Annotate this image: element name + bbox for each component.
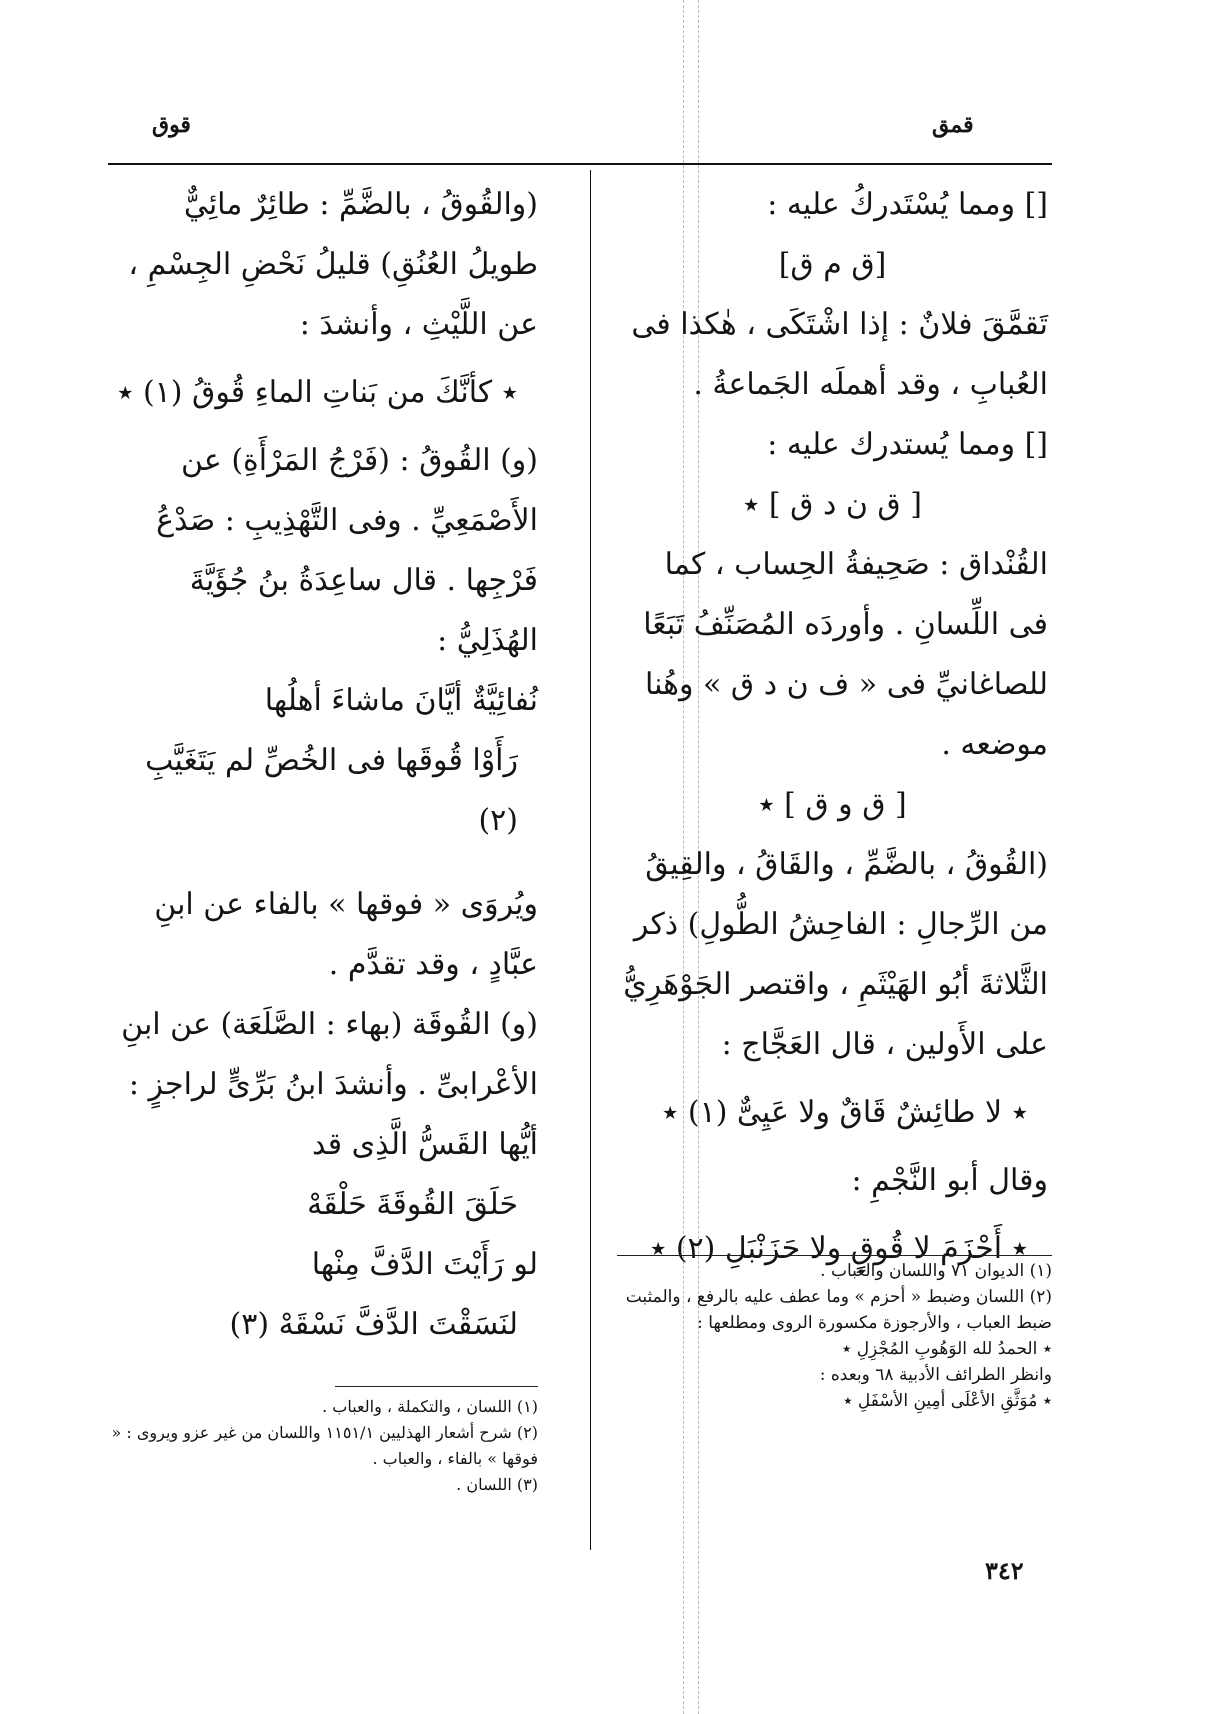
footnote-verse: ٭ الحمدُ لله الوَهُوبِ المُجْزِلِ ٭ (842, 1339, 1052, 1359)
footnote: (١) اللسان ، والتكملة ، والعباب . (322, 1397, 538, 1416)
body-paragraph: ويُروَى « فوقها » بالفاء عن ابنِ عبَّادٍ ، وقد تقدَّم . (154, 887, 538, 982)
left-footnotes (108, 1394, 538, 1498)
verse-hemistich: أيُّها القَسُّ الَّذِى قد (312, 1127, 538, 1162)
verse-hemistich: حَلَقَ القُوقَةَ حَلْقَهْ (307, 1187, 518, 1222)
right-footnotes (617, 1255, 1052, 1414)
body-paragraph: (والقُوقُ ، بالضَّمِّ : طائِرٌ مائِيٌّ طويلُ العُنُقِ) قليلُ نَحْضِ الجِسْمِ ، عن اللَّيْثِ ، وأنشدَ : (128, 187, 538, 342)
entry-heading: [ ق ن د ق ] ٭ (743, 487, 922, 522)
footnote-verse: ٭ مُوَثَّقِ الأعْلَى أمِينِ الأسْفَلِ ٭ (843, 1391, 1052, 1411)
footnote-rule (335, 1386, 538, 1387)
entry-header-left: قوق (152, 112, 191, 138)
verse-hemistich: نُفائِيَّةٌ أيَّانَ ماشاءَ أهلُها (264, 683, 538, 718)
footnote: (٢) شرح أشعار الهذليين ١١٥١/١ واللسان من غير عزو ويروى : « فوقها » بالفاء ، والعباب . (111, 1423, 538, 1468)
verse-line: ٭ أَحْزَمَ لا قُوقٍ ولا حَزَنْبَلِ (٢) ٭ (649, 1231, 1028, 1266)
footnote: وانظر الطرائف الأدبية ٦٨ وبعده : (819, 1365, 1052, 1385)
footnote: (٣) اللسان . (456, 1475, 538, 1494)
body-paragraph: وقال أبو النَّجْمِ : (851, 1163, 1048, 1198)
page-number: ٣٤٢ (985, 1556, 1024, 1585)
spacer (108, 851, 538, 875)
body-paragraph: [] ومما يُسْتَدركُ عليه : (767, 187, 1048, 222)
body-paragraph: [] ومما يُستدرك عليه : (767, 427, 1048, 462)
entry-heading: [ ق و ق ] ٭ (758, 787, 907, 822)
entry-heading: [ق م ق] (778, 247, 887, 282)
left-column (108, 175, 538, 1355)
entry-header-right: قمق (932, 112, 974, 138)
body-paragraph: (القُوقُ ، بالضَّمِّ ، والقَاقُ ، والقِيقُ من الرِّجالِ : الفاحِشُ الطُّولِ) ذكر الثَّلاثةَ أبُو الهَيْثَمِ ، واقتصر الجَوْهَرِيُّ على الأَولين ، قال العَجَّاج : (623, 847, 1048, 1062)
body-paragraph: القُنْداق : صَحِيفةُ الحِساب ، كما فى اللِّسانِ . وأوردَه المُصَنِّفُ تَبَعًا للصاغانيِّ فى « ف ن د ق » وهُنا موضعه . (643, 547, 1048, 762)
body-paragraph: تَقمَّقَ فلانٌ : إذا اشْتَكَى ، هٰكذا فى العُبابِ ، وقد أهملَه الجَماعةُ . (631, 307, 1048, 402)
verse-hemistich: لو رَأَيْتَ الدَّفَّ مِنْها (311, 1247, 538, 1282)
body-paragraph: (و) القُوقُ : (فَرْجُ المَرْأَةِ) عن الأَصْمَعِيِّ . وفى التَّهْذِيبِ : صَدْعُ فَرْجِها . قال ساعِدَةُ بنُ جُؤَيَّةَ الهُذَلِيُّ : (156, 443, 538, 658)
column-divider (590, 170, 591, 1550)
header-rule (108, 163, 1052, 165)
verse-line: ٭ كأنَّكَ من بَناتِ الماءِ قُوقُ (١) ٭ (117, 375, 518, 410)
body-paragraph: (و) القُوقَة (بهاء : الصَّلَعَة) عن ابنِ الأعْرابىِّ . وأنشدَ ابنُ بَرِّىٍّ لراجزٍ : (121, 1007, 538, 1102)
right-column (617, 175, 1048, 1287)
footnote: (٢) اللسان وضبط « أحزم » وما عطف عليه بالرفع ، والمثبت ضبط العباب ، والأرجوزة مكسورة الروى ومطلعها : (625, 1287, 1052, 1333)
verse-hemistich: رَأَوْا قُوقَها فى الخُصِّ لم يَتَغَيَّبِ (٢) (145, 743, 518, 838)
verse-hemistich: لنَسَقْتَ الدَّفَّ نَسْقَهْ (٣) (229, 1307, 518, 1342)
footnote: (١) الديوان ٧١ واللسان والعباب . (820, 1261, 1052, 1281)
verse-line: ٭ لا طائِشٌ قَاقٌ ولا عَيِىٌّ (١) ٭ (661, 1095, 1028, 1130)
